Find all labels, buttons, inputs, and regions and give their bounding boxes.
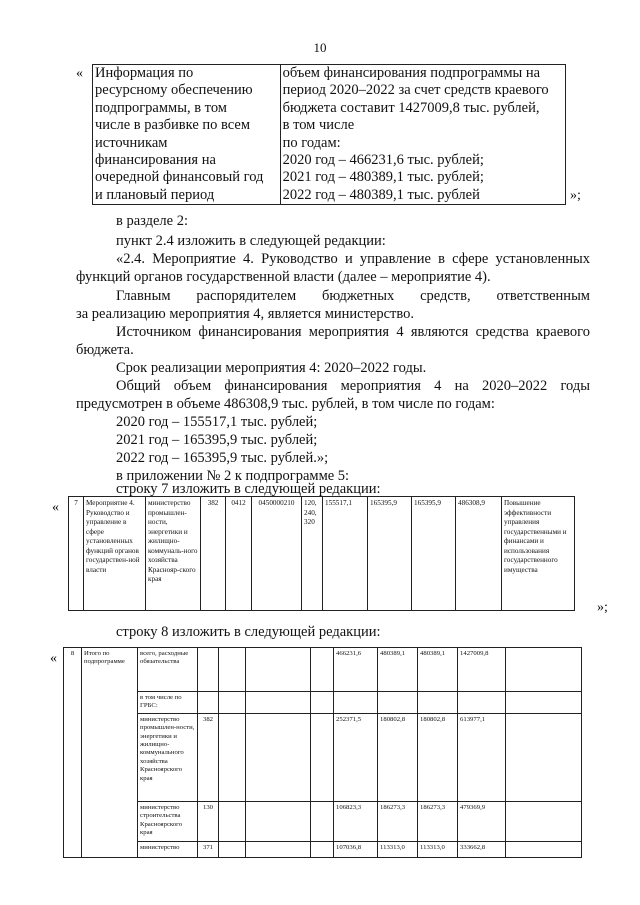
info-label-line: числе в разбивке по всем xyxy=(95,117,251,134)
appendix-instruction: в приложении № 2 к подпрограмме 5: xyxy=(116,468,350,484)
expense-type-cell xyxy=(311,801,334,841)
expense-type-cell xyxy=(311,648,334,692)
info-value-line: 2022 год – 480389,1 тыс. рублей xyxy=(282,186,480,203)
info-label-line: ресурсному обеспечению xyxy=(95,82,253,99)
value-2021: 480389,1 xyxy=(378,648,418,692)
open-quote: « xyxy=(76,66,83,81)
info-value-line: 2021 год – 480389,1 тыс. рублей; xyxy=(282,169,484,186)
year-2022-line: 2022 год – 165395,9 тыс. рублей.»; xyxy=(116,450,329,466)
manager-paragraph-line2: за реализацию мероприятия 4, является министерство. xyxy=(76,306,415,322)
grbs-name: министерство xyxy=(138,841,198,857)
section-heading: в разделе 2: xyxy=(116,213,189,229)
grbs-code: 382 xyxy=(198,713,219,801)
info-label-line: очередной финансовый год xyxy=(95,169,264,186)
target-article-cell xyxy=(246,841,311,857)
value-total: 613977,1 xyxy=(458,713,506,801)
info-value-line: период 2020–2022 за счет средств краевого xyxy=(282,82,549,99)
result-cell xyxy=(506,692,582,714)
target-article-cell xyxy=(246,648,311,692)
open-quote: « xyxy=(52,500,59,515)
measure-paragraph-line2: функций органов государственной власти (далее – мероприятие 4). xyxy=(76,269,491,285)
value-2022: 165395,9 xyxy=(412,497,456,611)
info-value-line: по годам: xyxy=(282,134,341,151)
value-2022: 180802,8 xyxy=(418,713,458,801)
value-2020: 106823,3 xyxy=(334,801,378,841)
grbs-name: министерство промышлен-ности, энергетики и жилищно-коммунального хозяйства Красноярского края xyxy=(138,713,198,801)
section-code-cell xyxy=(219,841,246,857)
term-paragraph: Срок реализации мероприятия 4: 2020–2022 годы. xyxy=(116,360,427,376)
result-cell xyxy=(506,801,582,841)
value-total: 479369,9 xyxy=(458,801,506,841)
row-number: 8 xyxy=(64,648,82,858)
value-2021 xyxy=(378,692,418,714)
measure-paragraph-line1: «2.4. Мероприятие 4. Руководство и управление в сфере установленных xyxy=(116,251,590,267)
source-paragraph-line2: бюджета. xyxy=(76,342,134,358)
value-2022: 113313,0 xyxy=(418,841,458,857)
close-quote: »; xyxy=(570,188,581,203)
info-label-line: Информация по xyxy=(95,65,194,81)
expected-result: Повышение эффективности управления государственными и финансами и использования государственного имущества xyxy=(502,497,575,611)
expense-type-cell xyxy=(311,713,334,801)
source-paragraph-line1: Источником финансирования мероприятия 4 являются средства краевого xyxy=(116,324,590,340)
row7-table xyxy=(68,496,575,611)
expense-type-cell xyxy=(311,692,334,714)
grbs-code xyxy=(198,648,219,692)
grbs-code: 130 xyxy=(198,801,219,841)
result-cell xyxy=(506,648,582,692)
value-2021: 165395,9 xyxy=(368,497,412,611)
value-2022 xyxy=(418,692,458,714)
value-2020: 466231,6 xyxy=(334,648,378,692)
info-label-line: подпрограммы, в том xyxy=(95,99,227,116)
target-article-cell xyxy=(246,713,311,801)
section-code-cell xyxy=(219,692,246,714)
value-total: 1427009,8 xyxy=(458,648,506,692)
item-instruction: пункт 2.4 изложить в следующей редакции: xyxy=(116,233,386,249)
manager-paragraph-line1: Главным распорядителем бюджетных средств, ответственным xyxy=(116,288,590,304)
value-2021: 180802,8 xyxy=(378,713,418,801)
info-label-cell xyxy=(93,65,281,205)
result-cell xyxy=(506,713,582,801)
info-value-line: бюджета составит 1427009,8 тыс. рублей, xyxy=(282,99,540,116)
grbs-name: министерство строительства Красноярского края xyxy=(138,801,198,841)
row-number: 7 xyxy=(69,497,84,611)
info-value-line: 2020 год – 466231,6 тыс. рублей; xyxy=(282,152,484,169)
section-code-cell xyxy=(219,801,246,841)
value-2020: 252371,5 xyxy=(334,713,378,801)
page-number: 10 xyxy=(313,40,327,55)
info-label-line: источникам xyxy=(95,134,168,151)
value-2021: 113313,0 xyxy=(378,841,418,857)
info-label-line: и плановый период xyxy=(95,186,215,203)
target-article-cell xyxy=(246,801,311,841)
section-code: 0412 xyxy=(226,497,252,611)
total-paragraph-line1: Общий объем финансирования мероприятия 4 на 2020–2022 годы xyxy=(116,378,590,394)
row7-instruction: строку 7 изложить в следующей редакции: xyxy=(116,481,381,497)
grbs-name: в том числе по ГРБС: xyxy=(138,692,198,714)
value-total xyxy=(458,692,506,714)
section-code-cell xyxy=(219,713,246,801)
value-total: 486308,9 xyxy=(456,497,502,611)
expense-type-cell xyxy=(311,841,334,857)
expense-type-code: 120, 240, 320 xyxy=(302,497,323,611)
target-article-code: 0450000210 xyxy=(252,497,302,611)
measure-name: Мероприятие 4. Руководство и управление в сфере установленных функций органов государствен-ной власти xyxy=(84,497,146,611)
info-value-cell xyxy=(280,65,565,205)
row8-table xyxy=(63,647,582,858)
total-paragraph-line2: предусмотрен в объеме 486308,9 тыс. рублей, в том числе по годам: xyxy=(76,396,495,412)
value-2020 xyxy=(334,692,378,714)
info-label-line: финансирования на xyxy=(95,152,216,169)
result-cell xyxy=(506,841,582,857)
value-2022: 186273,3 xyxy=(418,801,458,841)
grbs-code xyxy=(198,692,219,714)
grbs-code: 371 xyxy=(198,841,219,857)
value-2020: 155517,1 xyxy=(323,497,368,611)
section-code-cell xyxy=(219,648,246,692)
close-quote: »; xyxy=(597,600,608,615)
open-quote: « xyxy=(50,651,57,666)
info-value-line: объем финансирования подпрограммы на xyxy=(282,65,541,81)
value-2021: 186273,3 xyxy=(378,801,418,841)
info-value-line: в том числе xyxy=(282,117,355,134)
grbs-code: 382 xyxy=(201,497,226,611)
value-total: 333662,8 xyxy=(458,841,506,857)
value-2020: 107036,8 xyxy=(334,841,378,857)
row8-instruction: строку 8 изложить в следующей редакции: xyxy=(116,624,381,640)
year-2020-line: 2020 год – 155517,1 тыс. рублей; xyxy=(116,414,318,430)
resource-info-table xyxy=(92,64,566,205)
target-article-cell xyxy=(246,692,311,714)
grbs-name: министерство промышлен-ности, энергетики и жилищно-коммуналь-ного хозяйства Краснояр-ского края xyxy=(146,497,201,611)
grbs-name: всего, расходные обязательства xyxy=(138,648,198,692)
value-2022: 480389,1 xyxy=(418,648,458,692)
year-2021-line: 2021 год – 165395,9 тыс. рублей; xyxy=(116,432,318,448)
total-label: Итого по подпрограмме xyxy=(82,648,138,858)
